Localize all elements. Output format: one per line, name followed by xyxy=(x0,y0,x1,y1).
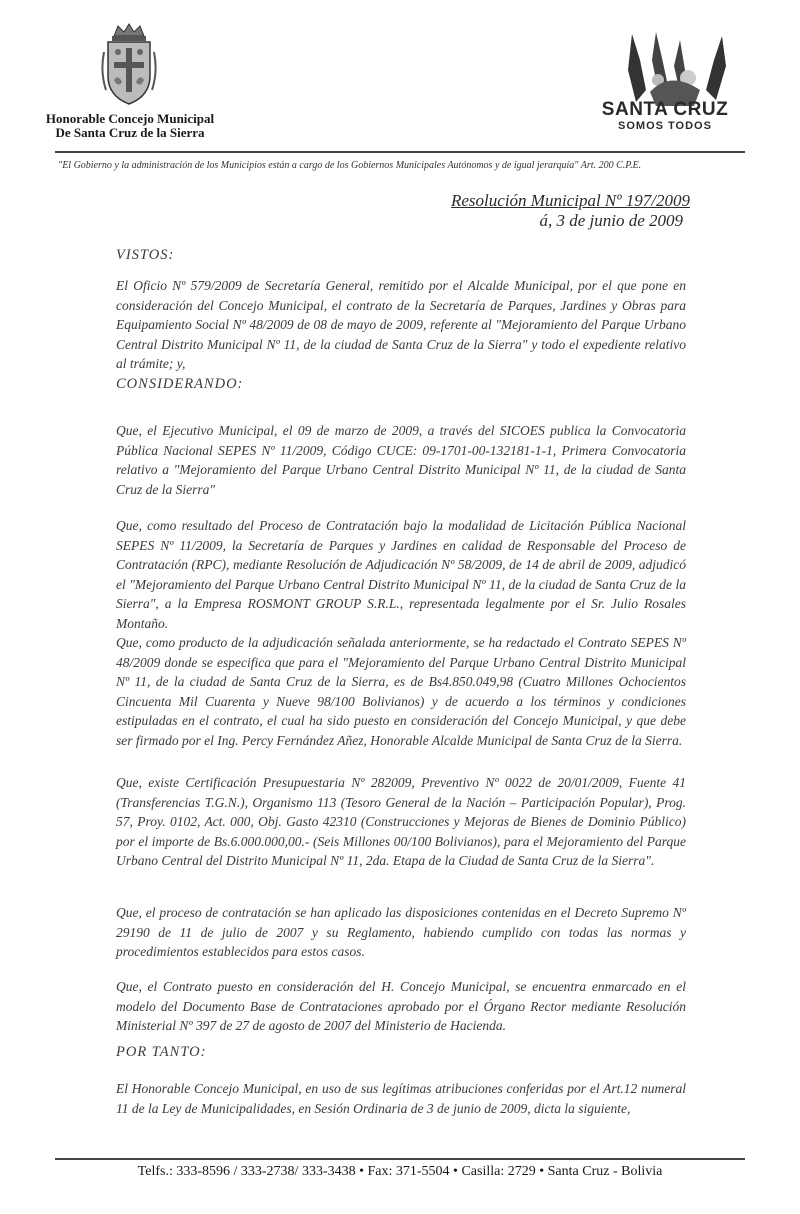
portanto-paragraph: El Honorable Concejo Municipal, en uso de sus legítimas atribuciones conferidas por el Art.12 numeral 11 de la Ley de Municipalidades, en Sesión Ordinaria de 3 de junio de 2009, dicta la siguiente, xyxy=(116,1081,686,1116)
header-divider xyxy=(55,151,745,153)
coat-of-arms-icon xyxy=(100,22,158,108)
resolution-date: á, 3 de junio de 2009 xyxy=(539,211,683,230)
considerando-paragraph-1: Que, el Ejecutivo Municipal, el 09 de marzo de 2009, a través del SICOES publica la Convocatoria Pública Nacional SEPES Nº 11/2009, Código CUCE: 09-1701-00-132181-1-1, Primera Convocatoria relativo a "Mejoramiento del Parque Urbano Central Distrito Municipal Nº 11, de la ciudad de Santa Cruz de la Sierra" xyxy=(116,423,686,497)
considerando-paragraph-5: Que, el proceso de contratación se han aplicado las disposiciones contenidas en el Decreto Supremo Nº 29190 de 11 de julio de 2007 y su Reglamento, habiendo cumplido con todas las normas y procedimientos establecidos para estos casos. xyxy=(116,905,686,959)
footer-contact: Telfs.: 333-8596 / 333-2738/ 333-3438 • Fax: 371-5504 • Casilla: 2729 • Santa Cruz - Bolivia xyxy=(137,1164,663,1179)
vistos-heading: VISTOS: xyxy=(116,247,175,263)
considerando-paragraph-3: Que, como producto de la adjudicación señalada anteriormente, se ha redactado el Contrato SEPES Nº 48/2009 donde se especifica que para el "Mejoramiento del Parque Urbano Central Distrito Municipal Nº 11, de la ciudad de Santa Cruz de la Sierra, es de Bs4.850.049,98 (Cuatro Millones Ochocientos Cincuenta Mil Cuarenta y Nueve 98/100 Bolivianos) y de acuerdo a los términos y condiciones estipuladas en el contrato, el cual ha sido puesto en consideración del Concejo Municipal, y que debe ser firmado por el Ing. Percy Fernández Añez, Honorable Alcalde Municipal de Santa Cruz de la Sierra. xyxy=(116,635,686,748)
considerando-paragraph-2: Que, como resultado del Proceso de Contratación bajo la modalidad de Licitación Pública Nacional SEPES Nº 11/2009, la Secretaría de Parques y Jardines en calidad de Responsable del Proceso de Contratación (RPC), mediante Resolución de Adjudicación Nº 58/2009, de 14 de abril de 2009, adjudicó el "Mejoramiento del Parque Urbano Central Distrito Municipal Nº 11, de la ciudad de Santa Cruz de la Sierra", a la Empresa ROSMONT GROUP S.R.L., representada legalmente por el Sr. Julio Rosales Montaño. xyxy=(116,518,686,631)
council-line-1: Honorable Concejo Municipal xyxy=(45,111,215,126)
brand-name: SANTA CRUZ xyxy=(601,99,729,120)
council-name xyxy=(30,112,230,140)
vistos-paragraph: El Oficio Nº 579/2009 de Secretaría General, remitido por el Alcalde Municipal, por el que pone en consideración del Concejo Municipal, el contrato de la Secretaría de Parques, Jardines y Obras para Equipamiento Social Nº 48/2009 de 08 de mayo de 2009, referente al "Mejoramiento del Parque Urbano Central Distrito Municipal Nº 11, de la ciudad de Santa Cruz de la Sierra" y todo el expediente relativo al trámite; y, xyxy=(116,278,686,371)
council-line-2: De Santa Cruz de la Sierra xyxy=(55,125,205,140)
considerando-paragraph-4: Que, existe Certificación Presupuestaria Nº 282009, Preventivo Nº 0022 de 20/01/2009, Fuente 41 (Transferencias T.G.N.), Organismo 113 (Tesoro General de la Nación – Participación Popular), Prog. 57, Proy. 0102, Act. 000, Obj. Gasto 42310 (Construcciones y Mejoras de Bienes de Dominio Público) por el importe de Bs.6.000.000,00.- (Seis Millones 00/100 Bolivianos), para el Mejoramiento del Parque Urbano Central del Distrito Municipal Nº 11, 2da. Etapa de la Ciudad de Santa Cruz de la Sierra". xyxy=(116,775,686,868)
raised-arms-logo-icon xyxy=(610,30,740,110)
constitution-quote: "El Gobierno y la administración de los Municipios están a cargo de los Gobiernos Municipales Autónomos y de igual jerarquía" Art. 200 C.P.E. xyxy=(58,160,642,171)
brand-block xyxy=(600,100,730,133)
brand-tagline: SOMOS TODOS xyxy=(618,120,712,132)
resolution-title: Resolución Municipal Nº 197/2009 xyxy=(451,191,690,210)
considerando-heading: CONSIDERANDO: xyxy=(116,376,244,392)
portanto-heading: POR TANTO: xyxy=(116,1044,207,1060)
considerando-paragraph-6: Que, el Contrato puesto en consideración del H. Concejo Municipal, se encuentra enmarcado en el modelo del Documento Base de Contrataciones aprobado por el Órgano Rector mediante Resolución Ministerial Nº 397 de 27 de agosto de 2007 del Ministerio de Hacienda. xyxy=(116,979,686,1033)
footer-divider xyxy=(55,1158,745,1160)
